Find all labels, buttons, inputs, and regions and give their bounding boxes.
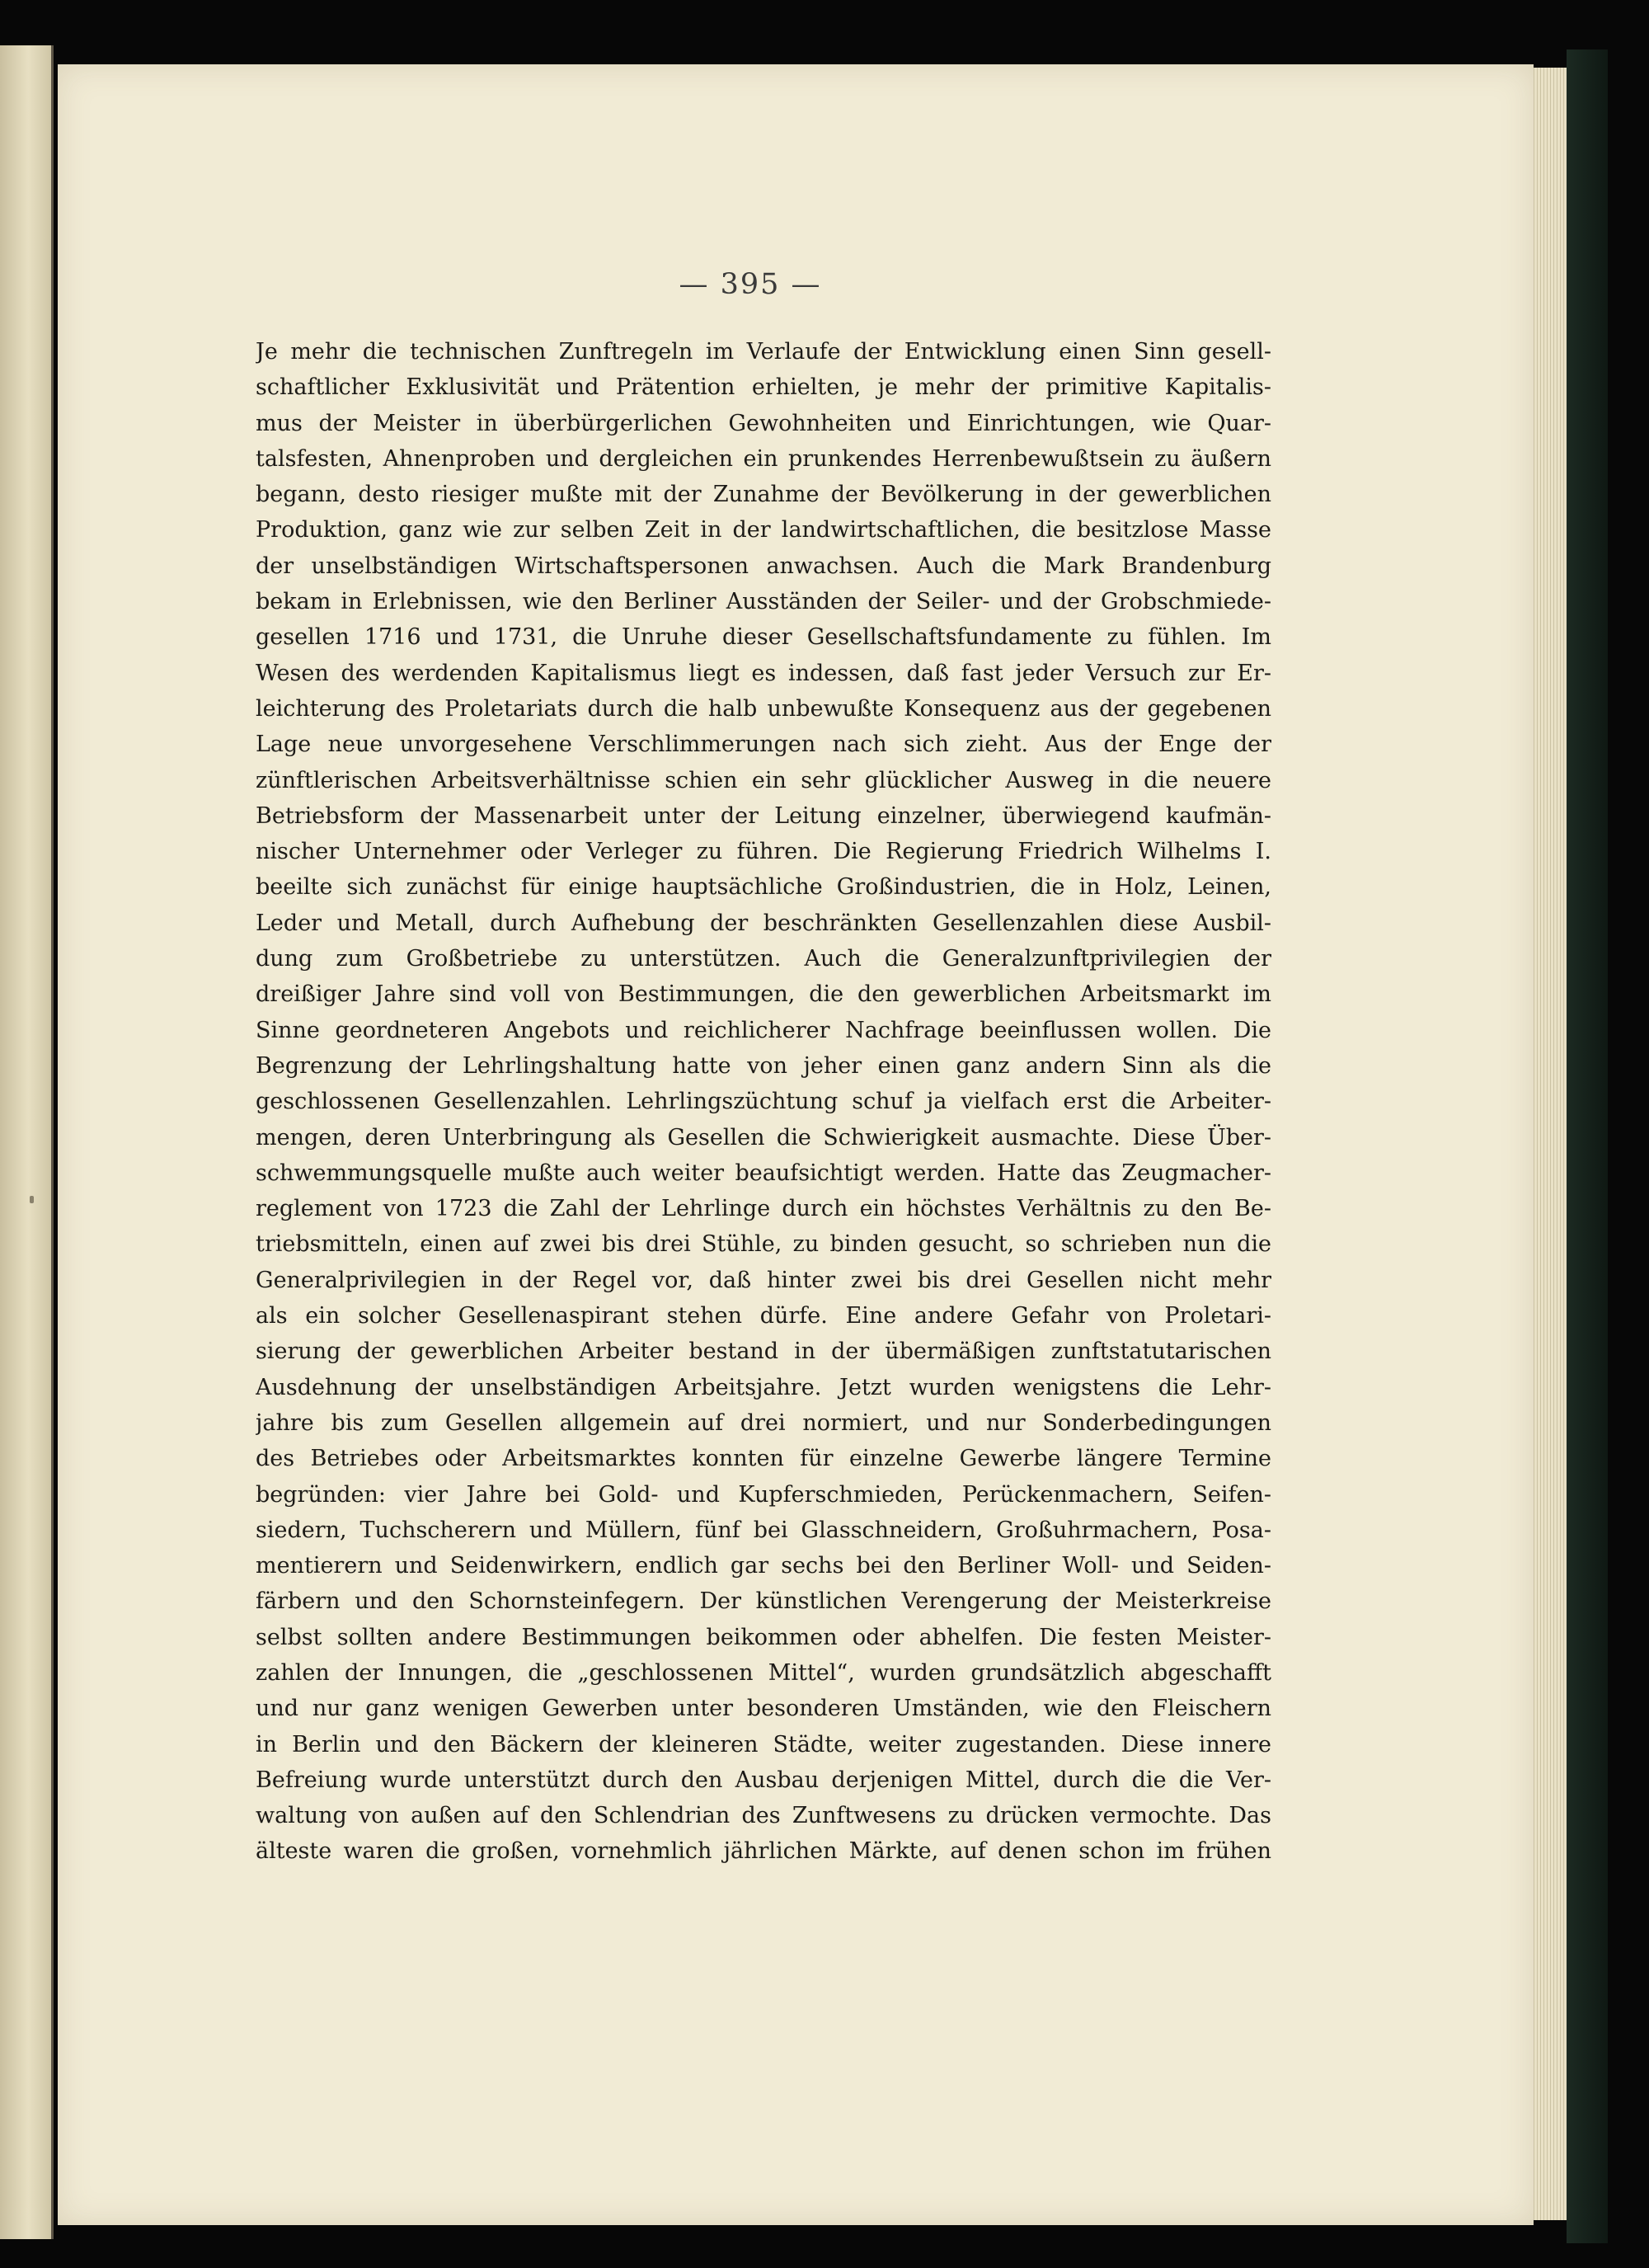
text-line: dung zum Großbetriebe zu unterstützen. Auch die Generalzunftprivilegien der: [256, 946, 1271, 972]
text-line: Betriebsform der Massenarbeit unter der Leitung einzelner, überwiegend kaufmän-: [256, 802, 1271, 829]
text-line: siedern, Tuchscherern und Müllern, fünf bei Glasschneidern, Großuhrmachern, Posa-: [256, 1517, 1271, 1543]
text-line: Befreiung wurde unterstützt durch den Ausbau derjenigen Mittel, durch die die Ver-: [256, 1767, 1271, 1793]
book-cover-board: [1567, 49, 1608, 2243]
text-line: talsfesten, Ahnenproben und dergleichen ein prunkendes Herrenbewußtsein zu äußern: [256, 445, 1271, 472]
text-line: mengen, deren Unterbringung als Gesellen die Schwierigkeit ausmachte. Diese Über-: [256, 1124, 1271, 1150]
text-line: begann, desto riesiger mußte mit der Zunahme der Bevölkerung in der gewerblichen: [256, 482, 1271, 508]
text-line: waltung von außen auf den Schlendrian des Zunftwesens zu drücken vermochte. Das: [256, 1803, 1271, 1829]
text-line: zahlen der Innungen, die „geschlossenen Mittel“, wurden grundsätzlich abgeschafft: [256, 1659, 1271, 1686]
text-line: begründen: vier Jahre bei Gold- und Kupferschmieden, Perückenmachern, Seifen-: [256, 1481, 1271, 1508]
text-line: Wesen des werdenden Kapitalismus liegt es indessen, daß fast jeder Versuch zur Er-: [256, 660, 1271, 686]
text-line: dreißiger Jahre sind voll von Bestimmungen, die den gewerblichen Arbeitsmarkt im: [256, 981, 1271, 1008]
margin-mark: [30, 1196, 34, 1203]
text-line: älteste waren die großen, vornehmlich jährlichen Märkte, auf denen schon im frühen: [256, 1838, 1271, 1865]
text-line: als ein solcher Gesellenaspirant stehen dürfe. Eine andere Gefahr von Proletari-: [256, 1303, 1271, 1329]
text-line: reglement von 1723 die Zahl der Lehrlinge durch ein höchstes Verhältnis zu den Be-: [256, 1196, 1271, 1222]
text-line: mentierern und Seidenwirkern, endlich gar sechs bei den Berliner Woll- und Seiden-: [256, 1553, 1271, 1579]
previous-page-edge: [0, 45, 54, 2239]
text-line: Leder und Metall, durch Aufhebung der beschränkten Gesellenzahlen diese Ausbil-: [256, 910, 1271, 936]
text-line: schwemmungsquelle mußte auch weiter beaufsichtigt werden. Hatte das Zeugmacher-: [256, 1160, 1271, 1186]
text-line: schaftlicher Exklusivität und Prätention erhielten, je mehr der primitive Kapitalis-: [256, 374, 1271, 401]
text-line: zünftlerischen Arbeitsverhältnisse schien ein sehr glücklicher Ausweg in die neuere: [256, 767, 1271, 793]
text-line: Ausdehnung der unselbständigen Arbeitsjahre. Jetzt wurden wenigstens die Lehr-: [256, 1374, 1271, 1400]
text-line: bekam in Erlebnissen, wie den Berliner Ausständen der Seiler- und der Grobschmiede-: [256, 589, 1271, 615]
text-line: Begrenzung der Lehrlingshaltung hatte von jeher einen ganz andern Sinn als die: [256, 1052, 1271, 1079]
text-line: jahre bis zum Gesellen allgemein auf drei normiert, und nur Sonderbedingungen: [256, 1409, 1271, 1436]
text-line: geschlossenen Gesellenzahlen. Lehrlingszüchtung schuf ja vielfach erst die Arbeiter-: [256, 1089, 1271, 1115]
text-line: gesellen 1716 und 1731, die Unruhe dieser Gesellschaftsfundamente zu fühlen. Im: [256, 624, 1271, 651]
text-line: triebsmitteln, einen auf zwei bis drei Stühle, zu binden gesucht, so schrieben nun die: [256, 1231, 1271, 1258]
text-line: in Berlin und den Bäckern der kleineren Städte, weiter zugestanden. Diese innere: [256, 1731, 1271, 1757]
text-line: Sinne geordneteren Angebots und reichlicherer Nachfrage beeinflussen wollen. Die: [256, 1017, 1271, 1043]
text-line: der unselbständigen Wirtschaftspersonen anwachsen. Auch die Mark Brandenburg: [256, 553, 1271, 579]
text-line: mus der Meister in überbürgerlichen Gewohnheiten und Einrichtungen, wie Quar-: [256, 410, 1271, 436]
text-line: selbst sollten andere Bestimmungen beikommen oder abhelfen. Die festen Meister-: [256, 1624, 1271, 1650]
text-line: sierung der gewerblichen Arbeiter bestand in der übermäßigen zunftstatutarischen: [256, 1339, 1271, 1365]
text-line: nischer Unternehmer oder Verleger zu führen. Die Regierung Friedrich Wilhelms I.: [256, 839, 1271, 865]
text-line: Produktion, ganz wie zur selben Zeit in der landwirtschaftlichen, die besitzlose Masse: [256, 517, 1271, 543]
text-line: des Betriebes oder Arbeitsmarktes konnten für einzelne Gewerbe längere Termine: [256, 1446, 1271, 1472]
text-line: beeilte sich zunächst für einige hauptsächliche Großindustrien, die in Holz, Leinen,: [256, 874, 1271, 901]
text-line: und nur ganz wenigen Gewerben unter besonderen Umständen, wie den Fleischern: [256, 1696, 1271, 1722]
text-line: leichterung des Proletariats durch die halb unbewußte Konsequenz aus der gegebenen: [256, 695, 1271, 722]
text-line: Je mehr die technischen Zunftregeln im Verlaufe der Entwicklung einen Sinn gesell-: [256, 339, 1271, 365]
body-text: [256, 334, 1271, 1870]
text-line: färbern und den Schornsteinfegern. Der künstlichen Verengerung der Meisterkreise: [256, 1588, 1271, 1615]
page-number: — 395 —: [679, 268, 822, 301]
text-line: Lage neue unvorgesehene Verschlimmerungen nach sich zieht. Aus der Enge der: [256, 732, 1271, 758]
text-line: Generalprivilegien in der Regel vor, daß hinter zwei bis drei Gesellen nicht mehr: [256, 1267, 1271, 1293]
